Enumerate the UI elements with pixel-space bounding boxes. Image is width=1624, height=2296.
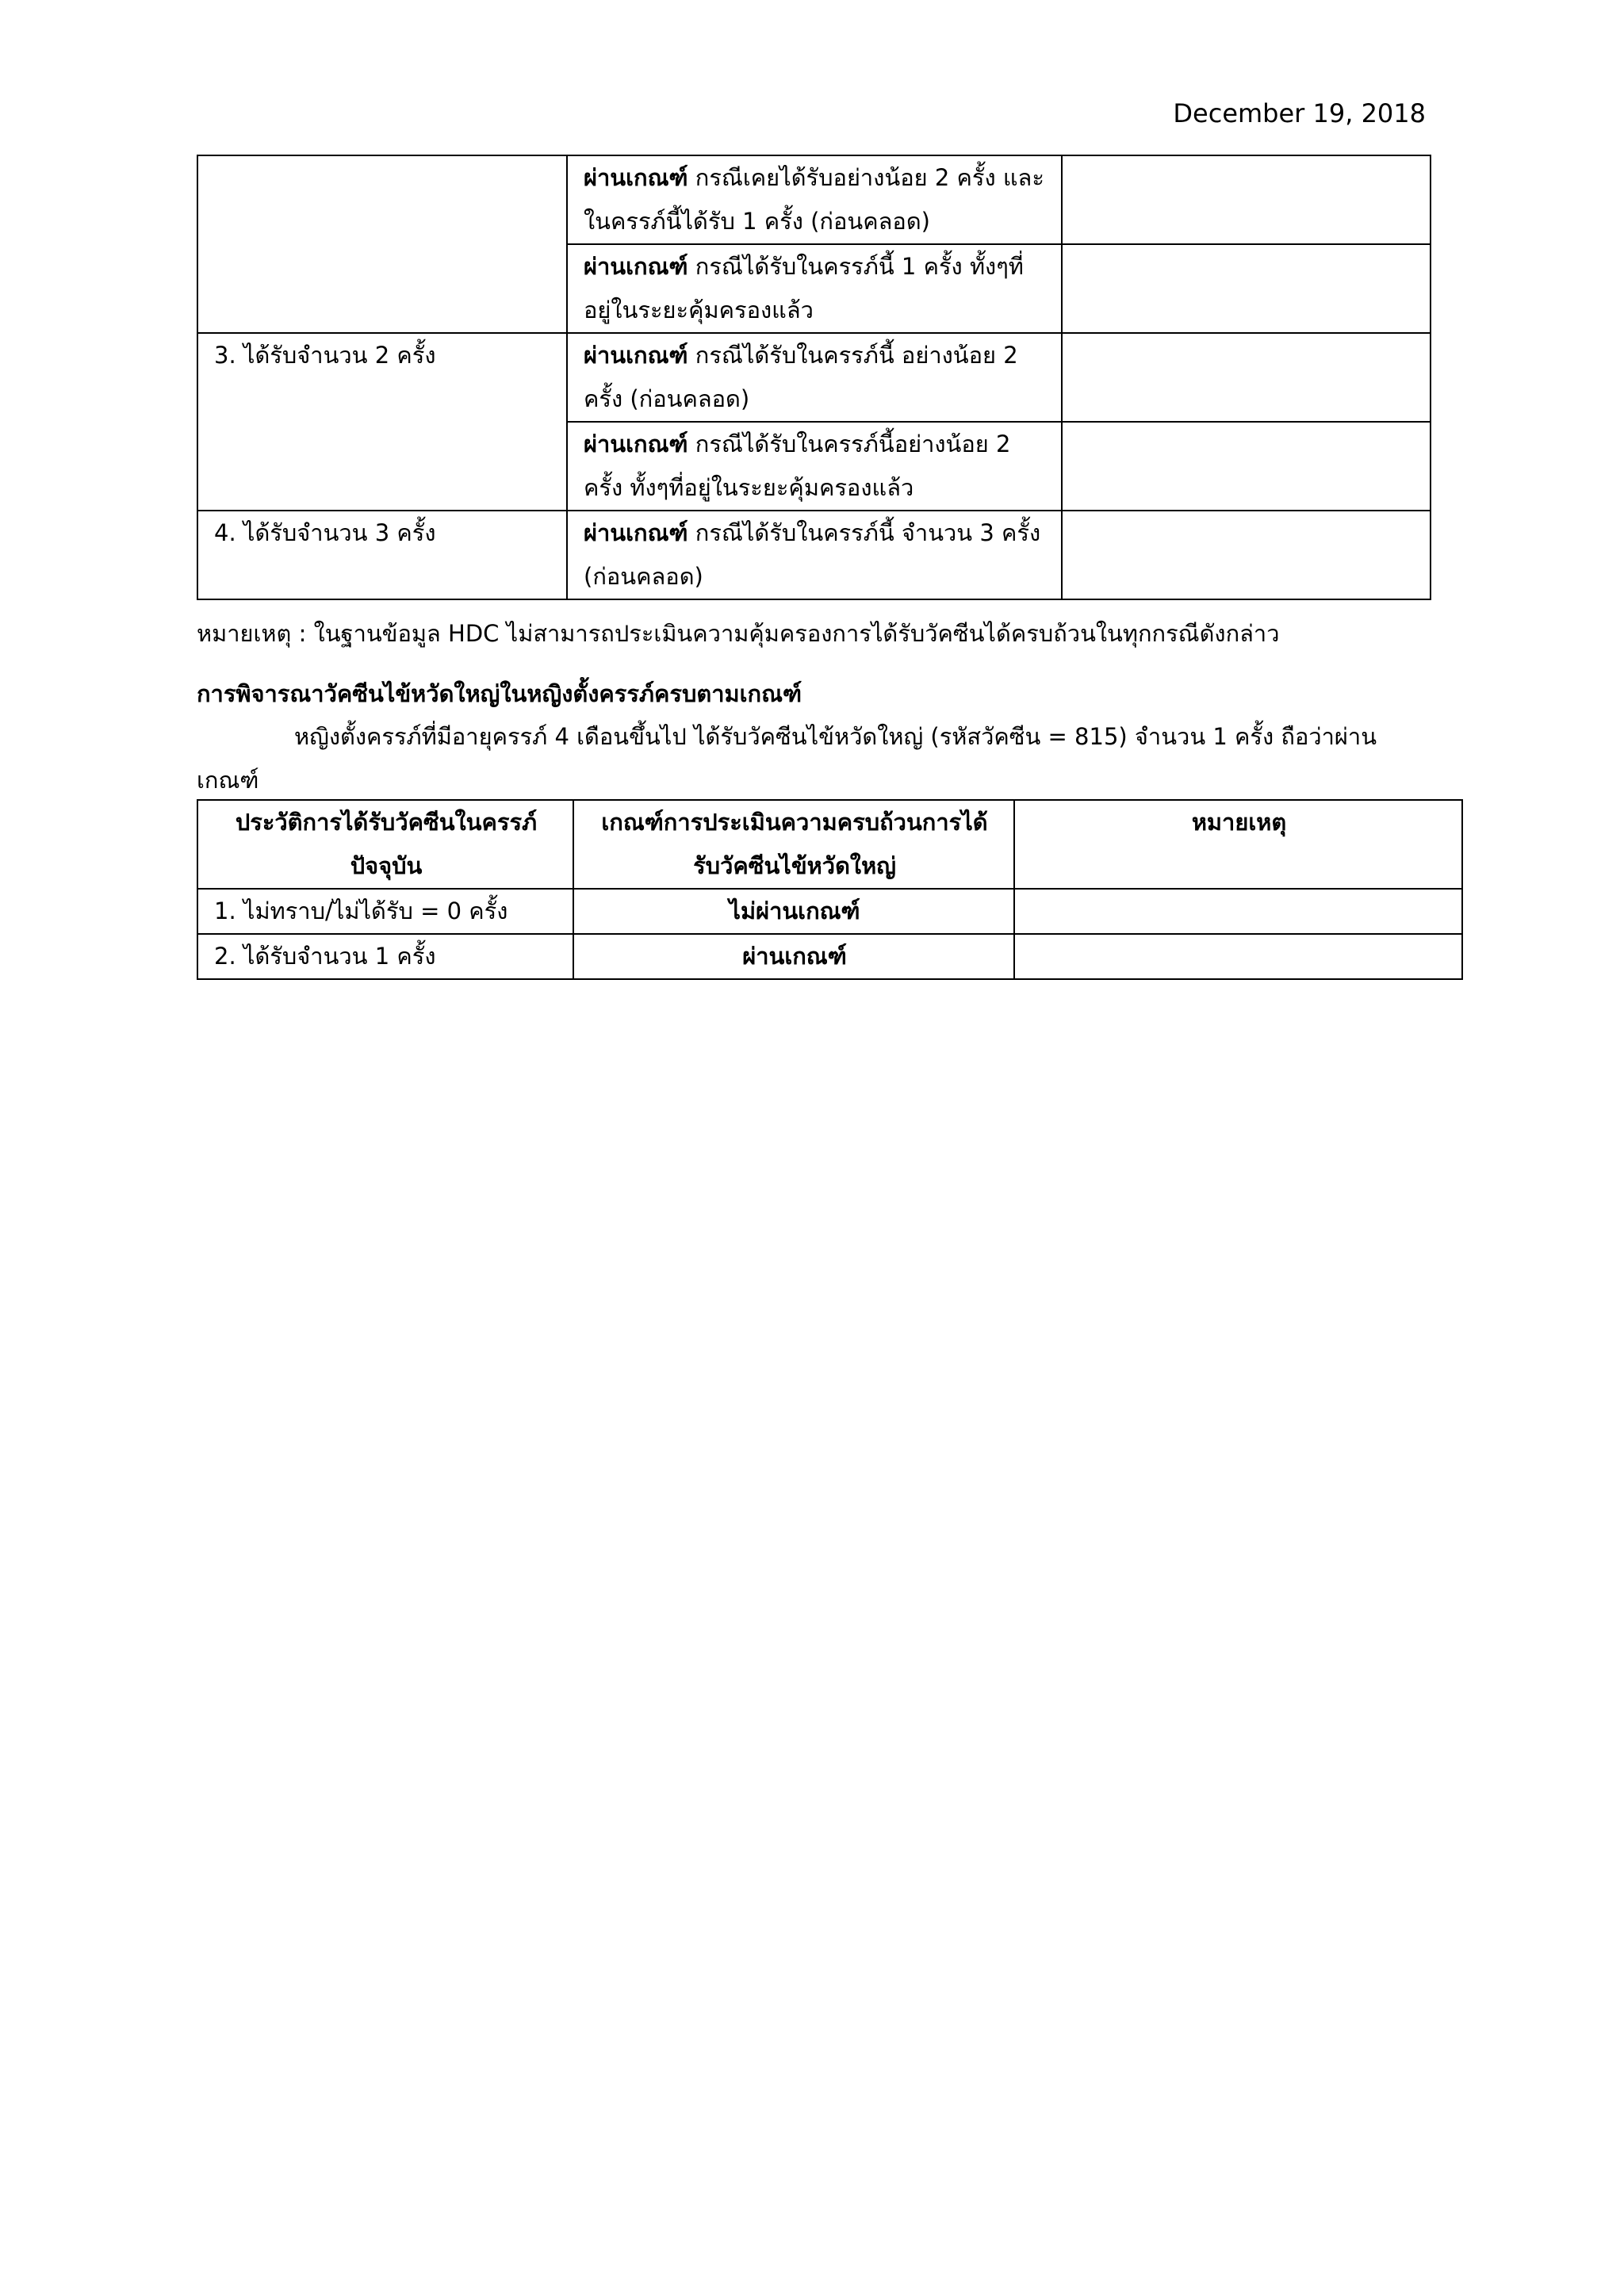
influenza-criteria-table [197,799,1463,980]
table-cell [1062,333,1431,422]
criteria-label: ผ่านเกณฑ์ [584,253,688,280]
table-row [197,155,1431,244]
table-header-row [197,800,1462,889]
table-row [197,934,1462,979]
note-text: หมายเหตุ : ในฐานข้อมูล HDC ไม่สามารถประเมินความคุ้มครองการได้รับวัคซีนได้ครบถ้วนในทุกกรณีดังกล่าว [197,620,1280,647]
criteria-text: กรณีได้รับในครรภ์นี้ 1 ครั้ง ทั้งๆที่อยู่ในระยะคุ้มครองแล้ว [584,253,1024,323]
table-cell: ผ่านเกณฑ์ [573,934,1014,979]
table-row [197,333,1431,422]
criteria-label: ผ่านเกณฑ์ [584,519,688,546]
criteria-label: ผ่านเกณฑ์ [584,164,688,191]
table-cell: 3. ได้รับจำนวน 2 ครั้ง [197,333,567,511]
table-cell [1014,934,1462,979]
table-row [197,889,1462,934]
table-cell [567,422,1062,511]
table-cell [567,244,1062,333]
table-cell: 4. ได้รับจำนวน 3 ครั้ง [197,511,567,599]
table-cell [567,333,1062,422]
table-cell [567,155,1062,244]
table-cell: 2. ได้รับจำนวน 1 ครั้ง [197,934,573,979]
document-date: December 19, 2018 [1173,98,1426,128]
table-cell [567,511,1062,599]
criteria-text: กรณีได้รับในครรภ์นี้ อย่างน้อย 2 ครั้ง (ก่อนคลอด) [584,342,1018,412]
table-cell [1062,155,1431,244]
table-cell: 1. ไม่ทราบ/ไม่ได้รับ = 0 ครั้ง [197,889,573,934]
vaccine-criteria-table [197,155,1431,600]
table-cell [1062,422,1431,511]
criteria-text: กรณีเคยได้รับอย่างน้อย 2 ครั้ง และในครรภ์นี้ได้รับ 1 ครั้ง (ก่อนคลอด) [584,164,1044,235]
column-header: ประวัติการได้รับวัคซีนในครรภ์ปัจจุบัน [197,800,573,889]
criteria-text: กรณีได้รับในครรภ์นี้อย่างน้อย 2 ครั้ง ทั้งๆที่อยู่ในระยะคุ้มครองแล้ว [584,430,1011,501]
table-cell: ไม่ผ่านเกณฑ์ [573,889,1014,934]
criteria-text: กรณีได้รับในครรภ์นี้ จำนวน 3 ครั้ง (ก่อนคลอด) [584,519,1041,590]
criteria-label: ผ่านเกณฑ์ [584,430,688,457]
section-paragraph: หญิงตั้งครรภ์ที่มีอายุครรภ์ 4 เดือนขึ้นไป ได้รับวัคซีนไข้หวัดใหญ่ (รหัสวัคซีน = 815) จำนวน 1 ครั้ง ถือว่าผ่านเกณฑ์ [197,723,1377,794]
table-cell [1062,511,1431,599]
column-header: เกณฑ์การประเมินความครบถ้วนการได้รับวัคซีนไข้หวัดใหญ่ [573,800,1014,889]
criteria-label: ผ่านเกณฑ์ [584,342,688,369]
section-heading: การพิจารณาวัคซีนไข้หวัดใหญ่ในหญิงตั้งครรภ์ครบตามเกณฑ์ [197,680,802,707]
table-row [197,511,1431,599]
table-cell [1062,244,1431,333]
column-header: หมายเหตุ [1014,800,1462,889]
table-cell [197,155,567,333]
table-cell [1014,889,1462,934]
